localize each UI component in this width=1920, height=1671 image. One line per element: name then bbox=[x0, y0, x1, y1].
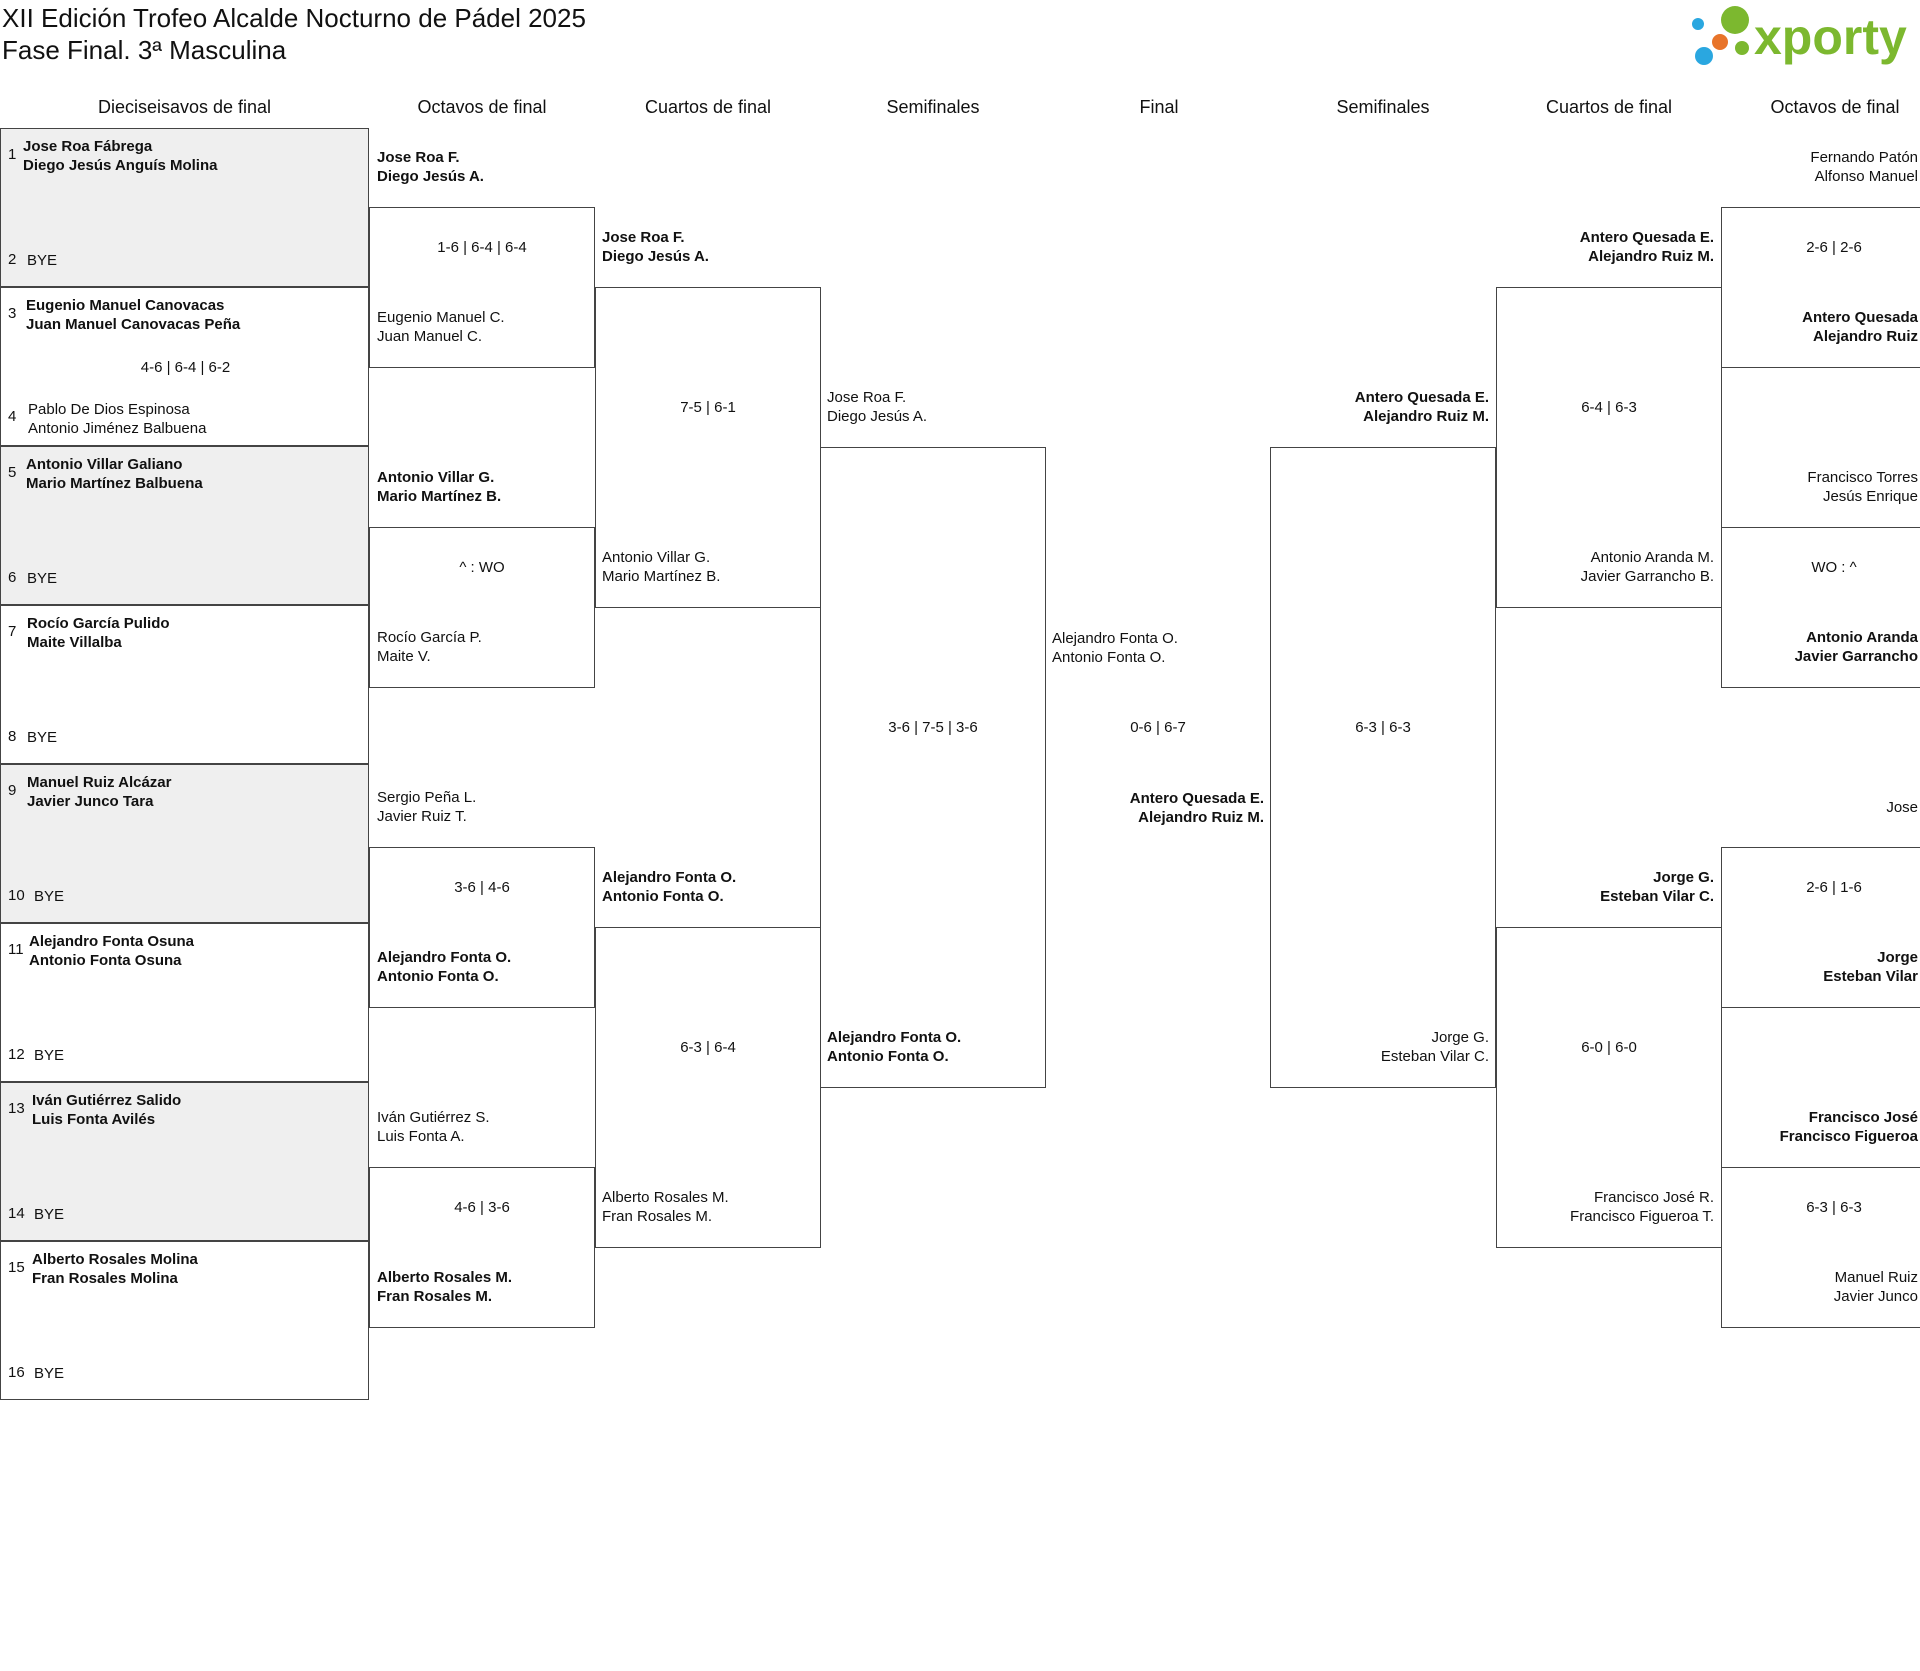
r16-right-match-4-top: Francisco José Francisco Figueroa bbox=[1779, 1109, 1918, 1145]
qf-right-match-1-bottom: Antonio Aranda M. Javier Garrancho B. bbox=[1580, 549, 1714, 585]
r16-left-match-1-top: Jose Roa F. Diego Jesús A. bbox=[377, 149, 484, 185]
pair-4: Pablo De Dios Espinosa Antonio Jiménez Balbuena bbox=[28, 401, 207, 437]
r16-right-match-3-top: Jose bbox=[1886, 799, 1918, 816]
r16-left-match-2-top: Antonio Villar G. Mario Martínez B. bbox=[377, 469, 502, 505]
round-header-r16-right: Octavos de final bbox=[1770, 97, 1900, 117]
logo-text: xporty bbox=[1754, 9, 1907, 65]
qf-left-match-1-score: 7-5 | 6-1 bbox=[680, 399, 736, 416]
seed-number: 6 bbox=[8, 569, 17, 586]
sf-left-bottom: Alejandro Fonta O. Antonio Fonta O. bbox=[827, 1029, 962, 1065]
r16-left-match-3-bottom: Alejandro Fonta O. Antonio Fonta O. bbox=[377, 949, 512, 985]
r16-right-match-3-score: 2-6 | 1-6 bbox=[1806, 879, 1862, 896]
r16-left-match-2-bottom: Rocío García P. Maite V. bbox=[377, 629, 482, 665]
r16-left-match-4-score: 4-6 | 3-6 bbox=[454, 1199, 510, 1216]
sf-left-score: 3-6 | 7-5 | 3-6 bbox=[888, 719, 978, 736]
qf-left-match-2-bottom: Alberto Rosales M. Fran Rosales M. bbox=[602, 1189, 729, 1225]
r32-slot-13-14 bbox=[0, 1082, 369, 1241]
sf-right-bracket bbox=[1270, 447, 1496, 1088]
round-header-sf-left: Semifinales bbox=[886, 97, 980, 117]
r16-left-match-3-top: Sergio Peña L. Javier Ruiz T. bbox=[377, 789, 477, 825]
qf-left-match-1-top: Jose Roa F. Diego Jesús A. bbox=[602, 229, 709, 265]
r16-left-match-1-bottom: Eugenio Manuel C. Juan Manuel C. bbox=[377, 309, 505, 345]
round-header-sf-right: Semifinales bbox=[1336, 97, 1430, 117]
r16-right-match-1-score: 2-6 | 2-6 bbox=[1806, 239, 1862, 256]
page-title: XII Edición Trofeo Alcalde Nocturno de Pádel 2025 bbox=[2, 3, 586, 33]
sf-right-score: 6-3 | 6-3 bbox=[1355, 719, 1411, 736]
seed-number: 13 bbox=[8, 1100, 25, 1117]
final-top: Alejandro Fonta O. Antonio Fonta O. bbox=[1052, 630, 1178, 666]
r16-left-match-4-top: Iván Gutiérrez S. Luis Fonta A. bbox=[377, 1109, 490, 1145]
round-header-qf-right: Cuartos de final bbox=[1545, 97, 1673, 117]
pair-1: Jose Roa Fábrega Diego Jesús Anguís Molina bbox=[23, 138, 218, 174]
r32-slot-15-16 bbox=[0, 1241, 369, 1400]
qf-right-match-2-bottom: Francisco José R. Francisco Figueroa T. bbox=[1570, 1189, 1714, 1225]
sf-left-top: Jose Roa F. Diego Jesús A. bbox=[827, 389, 928, 425]
pair-11: Alejandro Fonta Osuna Antonio Fonta Osuna bbox=[29, 933, 195, 969]
seed-number: 1 bbox=[8, 146, 17, 163]
r32-slot-9-10 bbox=[0, 764, 369, 923]
page-subtitle: Fase Final. 3ª Masculina bbox=[2, 35, 287, 65]
r16-left-match-3-score: 3-6 | 4-6 bbox=[454, 879, 510, 896]
seed-number: 2 bbox=[8, 251, 17, 268]
r16-left-match-4-bottom: Alberto Rosales M. Fran Rosales M. bbox=[377, 1269, 513, 1305]
seed-number: 10 bbox=[8, 887, 25, 904]
seed-number: 11 bbox=[8, 941, 24, 958]
qf-right-match-2-score: 6-0 | 6-0 bbox=[1581, 1039, 1637, 1056]
qf-left-match-1-bottom: Antonio Villar G. Mario Martínez B. bbox=[602, 549, 721, 585]
r32-slot-5-6 bbox=[0, 446, 369, 605]
bye-label: BYE bbox=[34, 888, 65, 905]
r32-slot-1-2 bbox=[0, 128, 369, 287]
pair-13: Iván Gutiérrez Salido Luis Fonta Avilés bbox=[32, 1092, 182, 1128]
sf-right-bottom: Jorge G. Esteban Vilar C. bbox=[1380, 1029, 1489, 1065]
final-bottom: Antero Quesada E. Alejandro Ruiz M. bbox=[1129, 790, 1264, 826]
r32-slot-3-4 bbox=[0, 287, 369, 446]
final-score: 0-6 | 6-7 bbox=[1130, 719, 1186, 736]
r32-slot-11-12 bbox=[0, 923, 369, 1082]
r16-right-match-2-top: Francisco Torres Jesús Enrique bbox=[1807, 469, 1918, 505]
seed-number: 5 bbox=[8, 464, 17, 481]
bye-label: BYE bbox=[27, 729, 58, 746]
seed-number: 14 bbox=[8, 1205, 25, 1222]
r16-right-match-4-bottom: Manuel Ruiz Javier Junco bbox=[1833, 1269, 1918, 1305]
match-score: 4-6 | 6-4 | 6-2 bbox=[140, 359, 231, 376]
r16-left-match-2-score: ^ : WO bbox=[459, 559, 505, 576]
seed-number: 3 bbox=[8, 305, 17, 322]
r16-right-match-2-score: WO : ^ bbox=[1811, 559, 1857, 576]
r16-right-match-1-bottom: Antero Quesada Alejandro Ruiz bbox=[1802, 309, 1918, 345]
seed-number: 12 bbox=[8, 1046, 25, 1063]
pair-5: Antonio Villar Galiano Mario Martínez Balbuena bbox=[26, 456, 203, 492]
sf-left-bracket bbox=[820, 447, 1046, 1088]
xporty-logo-icon bbox=[1690, 4, 1920, 74]
qf-left-match-2-score: 6-3 | 6-4 bbox=[680, 1039, 736, 1056]
seed-number: 7 bbox=[8, 623, 17, 640]
xporty-logo[interactable] bbox=[1690, 4, 1920, 74]
pair-7: Rocío García Pulido Maite Villalba bbox=[27, 615, 170, 651]
sf-right-top: Antero Quesada E. Alejandro Ruiz M. bbox=[1354, 389, 1489, 425]
round-header-final: Final bbox=[1139, 97, 1179, 117]
round-header-r16-left: Octavos de final bbox=[417, 97, 547, 117]
pair-15: Alberto Rosales Molina Fran Rosales Molina bbox=[32, 1251, 198, 1287]
seed-number: 15 bbox=[8, 1259, 25, 1276]
qf-right-match-1-score: 6-4 | 6-3 bbox=[1581, 399, 1637, 416]
r16-right-match-1-top: Fernando Patón Alfonso Manuel bbox=[1810, 149, 1918, 185]
pair-9: Manuel Ruiz Alcázar Javier Junco Tara bbox=[27, 774, 172, 810]
bye-label: BYE bbox=[34, 1047, 65, 1064]
seed-number: 9 bbox=[8, 782, 17, 799]
round-header-r32: Dieciseisavos de final bbox=[97, 97, 272, 117]
r16-right-match-2-bottom: Antonio Aranda Javier Garrancho bbox=[1794, 629, 1918, 665]
r16-right-match-4-score: 6-3 | 6-3 bbox=[1806, 1199, 1862, 1216]
r16-right-match-3-bottom: Jorge Esteban Vilar bbox=[1823, 949, 1918, 985]
r16-left-match-1-score: 1-6 | 6-4 | 6-4 bbox=[437, 239, 527, 256]
bye-label: BYE bbox=[27, 252, 58, 269]
seed-number: 16 bbox=[8, 1364, 25, 1381]
seed-number: 8 bbox=[8, 728, 17, 745]
pair-3: Eugenio Manuel Canovacas Juan Manuel Canovacas Peña bbox=[26, 297, 241, 333]
bye-label: BYE bbox=[27, 570, 58, 587]
qf-right-match-1-top: Antero Quesada E. Alejandro Ruiz M. bbox=[1579, 229, 1714, 265]
bye-label: BYE bbox=[34, 1365, 65, 1382]
qf-left-match-2-top: Alejandro Fonta O. Antonio Fonta O. bbox=[602, 869, 737, 905]
r32-slot-7-8 bbox=[0, 605, 369, 764]
bye-label: BYE bbox=[34, 1206, 65, 1223]
round-header-qf-left: Cuartos de final bbox=[644, 97, 772, 117]
qf-right-match-2-top: Jorge G. Esteban Vilar C. bbox=[1600, 869, 1714, 905]
seed-number: 4 bbox=[8, 408, 17, 425]
